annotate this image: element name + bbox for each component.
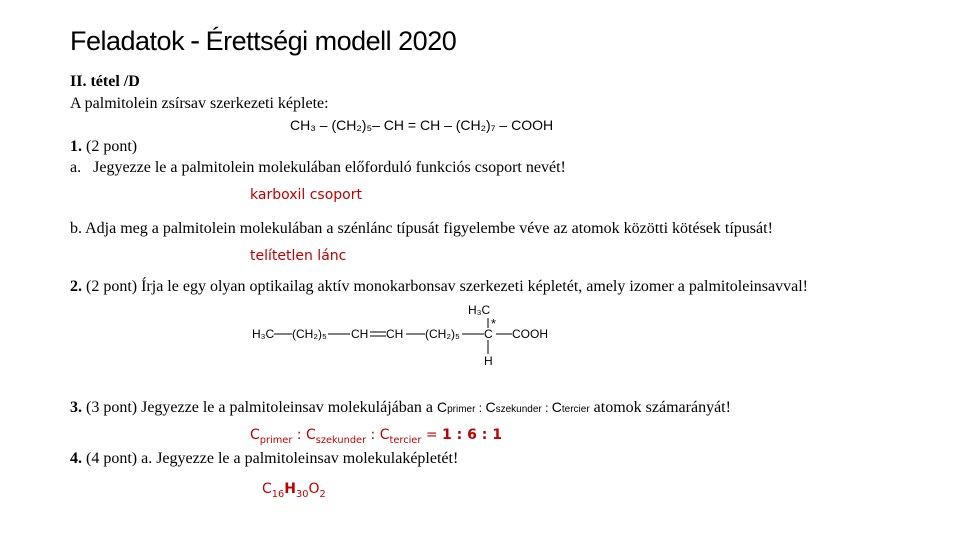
- q1a-question: [70, 159, 566, 177]
- struct-h3c: H₃C: [252, 327, 275, 341]
- struct-chiral-star: *: [491, 316, 497, 331]
- q4-text: (4 pont) a. Jegyezze le a palmitoleinsav molekulaképletét!: [86, 450, 459, 467]
- q3-ratio: 1 : 6 : 1: [442, 427, 502, 443]
- q1-points: (2 pont): [86, 138, 138, 155]
- q1b-question: b. Adja meg a palmitolein molekulában a szénlánc típusát figyelembe véve az atomok közötti kötések típusát!: [70, 220, 773, 237]
- page-title: [70, 24, 456, 58]
- q2-question: [70, 278, 808, 296]
- q4-question: [70, 450, 458, 468]
- struct-ch2-b: (CH₂)₅: [425, 327, 460, 341]
- q3-c-primer: Cprimer : Cszekunder : Ctercier: [436, 399, 590, 415]
- q1a-label: a.: [70, 159, 82, 176]
- q3-text-a: (3 pont) Jegyezze le a palmitoleinsav molekulájában a: [86, 399, 433, 416]
- q4-answer-formula: $C_{16}H_{30}O_2$: [262, 481, 326, 500]
- q3-question: [70, 399, 731, 417]
- struct-chiral-c: C: [484, 327, 493, 341]
- q1b-answer: telítetlen lánc: [250, 248, 347, 264]
- struct-ch-2: CH: [386, 327, 404, 341]
- title-dash: -: [190, 24, 200, 57]
- intro-text: A palmitolein zsírsav szerkezeti képlete:: [70, 95, 329, 112]
- q1a-answer: karboxil csoport: [250, 187, 362, 203]
- title-sub: Érettségi modell 2020: [205, 26, 457, 56]
- struct-top-methyl: H₃C: [468, 303, 491, 317]
- q3-number: 3.: [70, 399, 82, 416]
- q3-text-b: atomok számarányát!: [593, 399, 731, 416]
- title-main: Feladatok: [70, 26, 185, 56]
- section-heading: II. tétel /D: [70, 73, 140, 90]
- struct-ch2-a: (CH₂)₅: [292, 327, 327, 341]
- q1a-text: Jegyezze le a palmitolein molekulában előforduló funkciós csoport nevét!: [93, 159, 566, 176]
- q2-text: (2 pont) Írja le egy olyan optikailag aktív monokarbonsav szerkezeti képletét, amely izomer a palmitoleinsavval!: [86, 278, 808, 295]
- q2-number: 2.: [70, 278, 82, 295]
- q1-number: 1.: [70, 138, 82, 155]
- q1-heading: [70, 138, 137, 156]
- isomer-structure: [240, 298, 570, 370]
- struct-bottom-h: H: [484, 354, 493, 368]
- q3-answer: $C_{primer}$ : $C_{szekunder}$ : $C_{tercier} = 1$ : 6 : 1: [250, 427, 502, 446]
- struct-cooh: COOH: [512, 327, 548, 341]
- structural-formula: CH₃ – (CH₂)₅– CH = CH – (CH₂)₇ – COOH: [290, 117, 554, 133]
- q4-number: 4.: [70, 450, 82, 467]
- struct-ch-1: CH: [351, 327, 369, 341]
